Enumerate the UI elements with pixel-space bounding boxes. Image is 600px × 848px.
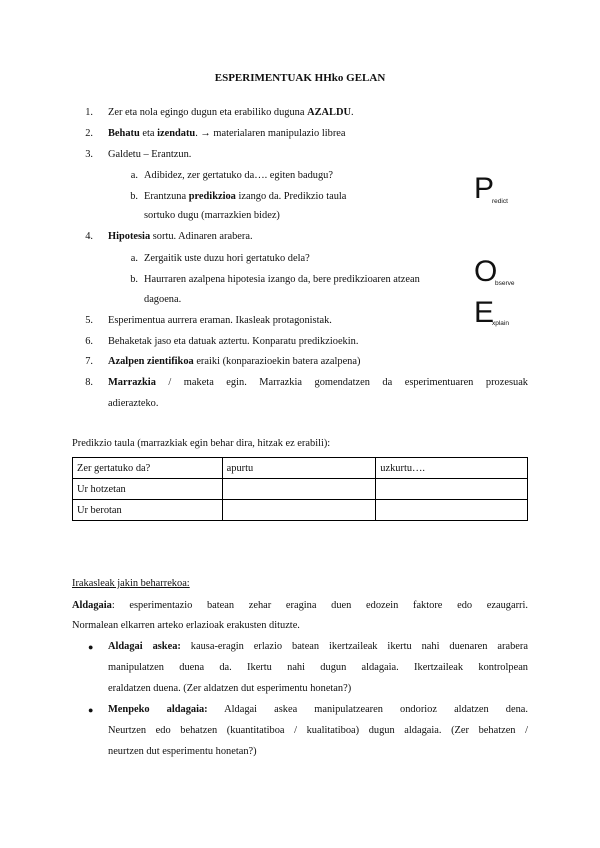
table-row (73, 479, 528, 500)
substep-text-continued: sortuko dugu (marrazkien bidez) (144, 210, 280, 221)
step-number: 6. (85, 336, 93, 347)
step-text: Behaketak jaso eta datuak aztertu. Konparatu predikzioekin. (108, 336, 359, 347)
table-row (73, 500, 528, 521)
bullet-text-continued: Neurtzen edo behatzen (kuantitatiboa / kualitatiboa) dugun aldagaia. (Zer behatzen / (108, 725, 528, 736)
substep-letter: a. (130, 253, 138, 264)
step-number: 3. (85, 149, 93, 160)
step-text: Esperimentua aurrera eraman. Ikasleak protagonistak. (108, 315, 332, 326)
poe-word-explain: xplain (492, 320, 509, 327)
table-header-cell: uzkurtu…. (376, 458, 528, 479)
poe-word-observe: bserve (495, 280, 515, 287)
bullet-text-continued: neurtzen dut esperimentu honetan?) (108, 746, 257, 757)
step-number: 4. (85, 231, 93, 242)
bullet-text-continued: manipulatzen duena da. Ikertu nahi dugun aldagaia. Ikertzaileak kontrolpean (108, 662, 528, 673)
poe-letter-p: P (474, 172, 495, 205)
bullet-dot: ● (88, 642, 94, 652)
table-header-row (73, 458, 528, 479)
step-text-continued: adierazteko. (108, 398, 159, 409)
table-cell: Ur berotan (73, 500, 223, 521)
step-text: Behatu eta izendatu. → materialaren manipulazio librea (108, 128, 346, 139)
prediction-table (72, 457, 528, 521)
substep-text: Zergaitik uste duzu hori gertatuko dela? (144, 253, 310, 264)
substep-text-continued: dagoena. (144, 294, 182, 305)
poe-letter-e: E (474, 296, 495, 329)
table-cell (376, 479, 528, 500)
step-text: Hipotesia sortu. Adinaren arabera. (108, 231, 253, 242)
table-header-cell: apurtu (222, 458, 376, 479)
substep-letter: a. (130, 170, 138, 181)
bullet-text: Aldagai askea: kausa-eragin erlazio batean ikertzaileak ikertu nahi duenaren arabera (108, 641, 528, 652)
bullet-text-continued: eraldatzen duena. (Zer aldatzen dut esperimentu honetan?) (108, 683, 352, 694)
poe-word-predict: redict (492, 198, 508, 205)
substep-text: Adibidez, zer gertatuko da…. egiten badugu? (144, 170, 333, 181)
step-text: Azalpen zientifikoa eraiki (konparazioekin batera azalpena) (108, 356, 361, 367)
poe-letter-o: O (474, 255, 498, 288)
substep-text: Erantzuna predikzioa izango da. Predikzio taula (144, 191, 347, 202)
table-cell: Ur hotzetan (73, 479, 223, 500)
bullet-dot: ● (88, 705, 94, 715)
teacher-heading: Irakasleak jakin beharrekoa: (72, 578, 190, 589)
substep-text: Haurraren azalpena hipotesia izango da, bere predikzioaren atzean (144, 274, 420, 285)
aldagaia-definition: Aldagaia: esperimentazio batean zehar eragina duen edozein faktore edo ezaugarri. (72, 600, 528, 611)
table-cell (222, 479, 376, 500)
table-cell (222, 500, 376, 521)
substep-letter: b. (130, 191, 138, 202)
step-text: Zer eta nola egingo dugun eta erabiliko duguna AZALDU. (108, 107, 354, 118)
table-caption: Predikzio taula (marrazkiak egin behar dira, hitzak ez erabili): (72, 438, 331, 449)
step-text: Galdetu – Erantzun. (108, 149, 192, 160)
step-number: 5. (85, 315, 93, 326)
substep-letter: b. (130, 274, 138, 285)
table-header-cell: Zer gertatuko da? (73, 458, 223, 479)
step-number: 7. (85, 356, 93, 367)
aldagaia-definition-continued: Normalean elkarren arteko erlazioak erakusten dituzte. (72, 620, 300, 631)
step-text: Marrazkia / maketa egin. Marrazkia gomendatzen da esperimentuaren prozesuak (108, 377, 528, 388)
step-number: 2. (85, 128, 93, 139)
table-cell (376, 500, 528, 521)
bullet-text: Menpeko aldagaia: Aldagai askea manipulatzearen ondorioz aldatzen dena. (108, 704, 528, 715)
step-number: 1. (85, 107, 93, 118)
step-number: 8. (85, 377, 93, 388)
page-title: ESPERIMENTUAK HHko GELAN (214, 72, 386, 84)
